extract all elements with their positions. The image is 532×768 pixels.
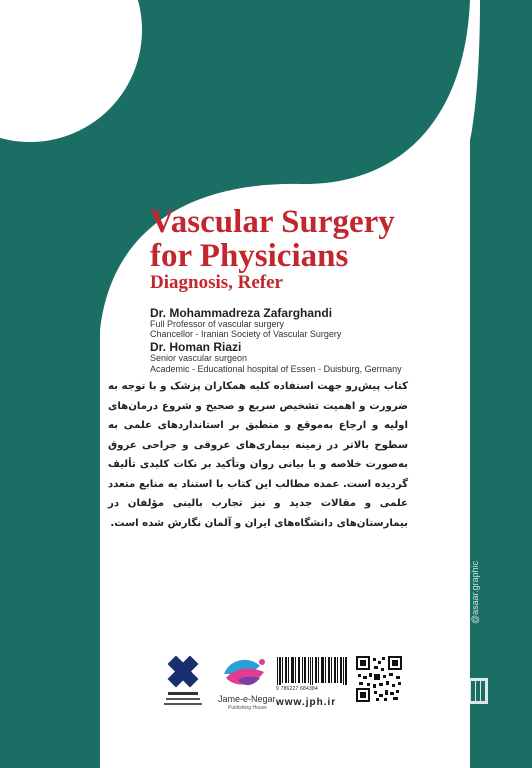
university-logo-icon	[160, 656, 206, 712]
book-subtitle: Diagnosis, Refer	[150, 272, 283, 293]
author-2-role-2: Academic - Educational hospital of Essen - Duisburg, Germany	[150, 364, 402, 374]
qr-code-icon	[356, 656, 402, 702]
publisher-logo-icon	[220, 654, 268, 692]
publisher-subtitle: Publishing House	[228, 705, 267, 711]
title-line-1: Vascular Surgery	[150, 204, 395, 240]
author-1-role-1: Full Professor of vascular surgery	[150, 319, 285, 329]
book-title	[150, 205, 395, 273]
author-name-2: Dr. Homan Riazi	[150, 340, 242, 354]
title-line-2: for Physicians	[150, 238, 349, 274]
publisher-website: www.jph.ir	[276, 697, 337, 708]
author-name-1: Dr. Mohammadreza Zafarghandi	[150, 306, 333, 320]
isbn-number: 9 786227 684384	[276, 686, 318, 692]
barcode-icon	[276, 657, 348, 685]
publisher-name: Jame-e-Negar	[218, 694, 276, 704]
designer-logo-icon	[468, 678, 488, 704]
designer-credit: @asaar.graphic	[470, 560, 480, 624]
author-2-role-1: Senior vascular surgeon	[150, 353, 248, 363]
back-cover-blurb: کتاب پیش‌رو جهت استفاده کلیه همکاران پزشک و با توجه به ضرورت و اهمیت تشخیص سریع و صحیح و شروع درمان‌های اولیه و ارجاع به‌موقع و منطبق بر استانداردهای علمی به سطوح بالاتر در زمینه بیماری‌های عروقی و جراحی عروق به‌صورت خلاصه و با بیانی روان وتأکید بر نکات کلیدی تألیف گردیده است. عمده مطالب این کتاب با استناد به منابع متعدد علمی و مقالات جدید و نیز تجارب بالینی مؤلفان در بیمارستان‌های دانشگاه‌های ایران و آلمان نگارش شده است.	[108, 381, 408, 529]
author-1-role-2: Chancellor - Iranian Society of Vascular Surgery	[150, 329, 342, 339]
